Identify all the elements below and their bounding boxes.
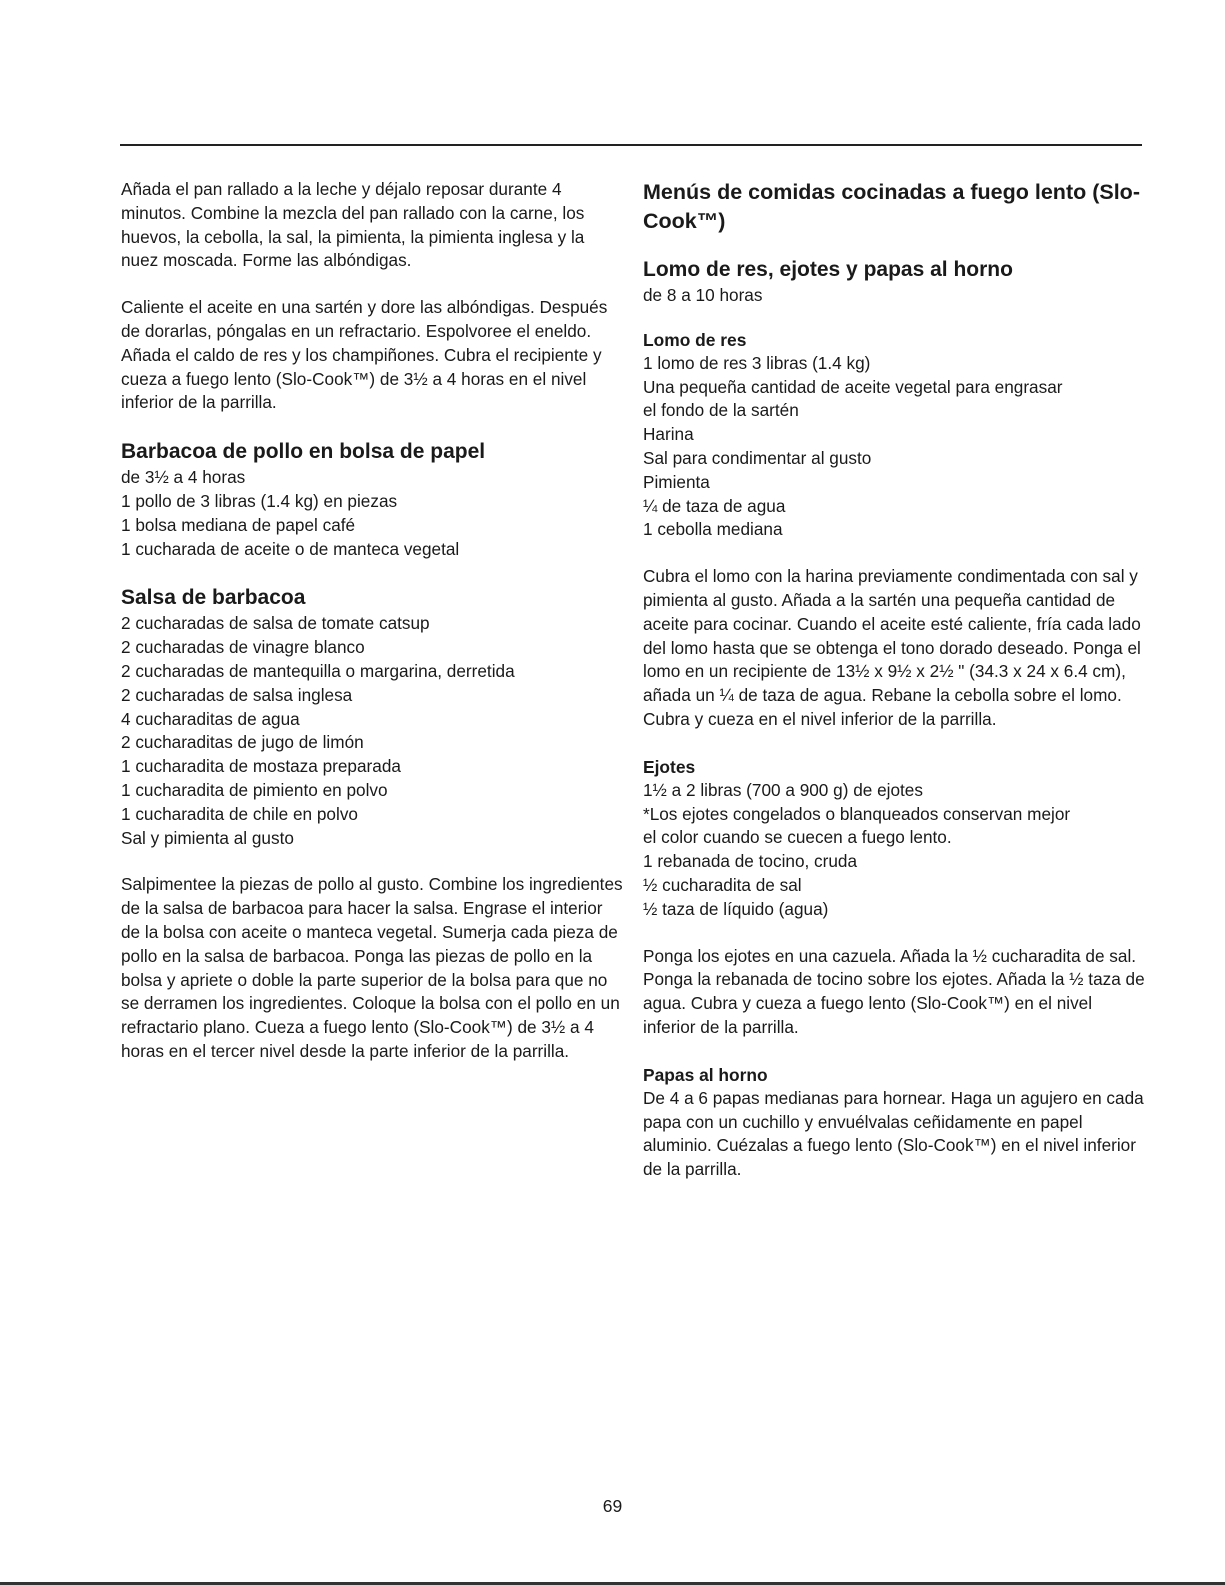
bbq-sauce-title: Salsa de barbacoa — [121, 586, 306, 610]
ejotes-ingredients — [643, 779, 1148, 922]
ingredient-line: 2 cucharadas de vinagre blanco — [121, 637, 365, 658]
ingredient-line: 1 lomo de res 3 libras (1.4 kg) — [643, 352, 871, 373]
ejotes-instructions: Ponga los ejotes en una cazuela. Añada la ½ cucharadita de sal. Ponga la rebanada de tocino sobre los ejotes. Añada la ½ taza de agua. Cubra y cueza a fuego lento (Slo-Cook™) en el nivel inferior de la parrilla. — [643, 945, 1145, 1037]
ingredient-line: Pimienta — [643, 471, 710, 492]
ingredient-line: 2 cucharadas de salsa inglesa — [121, 684, 353, 705]
lomo-instructions: Cubra el lomo con la harina previamente condimentada con sal y pimienta al gusto. Añada a la sartén una pequeña cantidad de aceite para cocinar. Cuando el aceite esté caliente, fría cada lado del lomo hasta que se obtenga el tono dorado deseado. Ponga el lomo en un recipiente de 13½ x 9½ x 2½ " (34.3 x 24 x 6.4 cm), añada un ¼ de taza de agua. Rebane la cebolla sobre el lomo. Cubra y cueza en el nivel inferior de la parrilla. — [643, 566, 1141, 729]
ingredient-line: *Los ejotes congelados o blanqueados conservan mejor — [643, 803, 1071, 824]
ingredient-line: Una pequeña cantidad de aceite vegetal para engrasar — [643, 376, 1063, 397]
ingredient-line: 2 cucharadas de mantequilla o margarina, derretida — [121, 660, 515, 681]
recipe-title: Lomo de res, ejotes y papas al horno — [643, 258, 1013, 281]
ingredient-line: 1 rebanada de tocino, cruda — [643, 851, 858, 872]
papas-instructions: De 4 a 6 papas medianas para hornear. Haga un agujero en cada papa con un cuchillo y envuélvalas ceñidamente en papel aluminio. Cuézalas a fuego lento (Slo-Cook™) en el nivel inferior de la parrilla. — [643, 1087, 1144, 1180]
ingredient-line: 1 cucharada de aceite o de manteca vegetal — [121, 538, 460, 559]
right-column — [643, 178, 1148, 1182]
ingredient-line: 1 bolsa mediana de papel café — [121, 514, 356, 535]
ingredient-line: Sal y pimienta al gusto — [121, 827, 294, 848]
ingredient-line: el fondo de la sartén — [643, 400, 799, 421]
bbq-chicken-title: Barbacoa de pollo en bolsa de papel — [121, 440, 486, 464]
lomo-title: Lomo de res — [643, 329, 747, 350]
bbq-sauce-ingredients — [121, 612, 626, 850]
recipe-time: de 8 a 10 horas — [643, 285, 763, 305]
ejotes-title: Ejotes — [643, 756, 696, 777]
bbq-instructions: Salpimentee la piezas de pollo al gusto. Combine los ingredientes de la salsa de barbacoa para hacer la salsa. Engrase el interior de la bolsa con aceite o manteca vegetal. Sumerja cada pieza de pollo en la salsa de barbacoa. Ponga las piezas de pollo en la bolsa y apriete o doble la parte superior de la bolsa para que no se derramen los ingredientes. Coloque la bolsa con el pollo en un refractario plano. Cueza a fuego lento (Slo-Cook™) de 3½ a 4 horas en el tercer nivel desde la parte inferior de la parrilla. — [121, 874, 623, 1061]
ingredient-line: el color cuando se cuecen a fuego lento. — [643, 827, 952, 848]
ingredient-line: 1 cucharadita de pimiento en polvo — [121, 779, 388, 800]
ingredient-line: 1 pollo de 3 libras (1.4 kg) en piezas — [121, 490, 398, 511]
bbq-chicken-ingredients — [121, 490, 626, 561]
ingredient-line: 4 cucharaditas de agua — [121, 708, 300, 729]
meatball-cooking-instructions: Caliente el aceite en una sartén y dore las albóndigas. Después de dorarlas, póngalas en un refractario. Espolvoree el eneldo. Añada el caldo de res y los champiñones. Cubra el recipiente y cueza a fuego lento (Slo-Cook™) de 3½ a 4 horas en el nivel inferior de la parrilla. — [121, 297, 608, 413]
ingredient-line: 1½ a 2 libras (700 a 900 g) de ejotes — [643, 779, 923, 800]
ingredient-line: 2 cucharaditas de jugo de limón — [121, 732, 364, 753]
lomo-ingredients — [643, 352, 1148, 542]
ingredient-line: ¼ de taza de agua — [643, 495, 786, 516]
menus-title: Menús de comidas cocinadas a fuego lento (Slo-Cook™) — [643, 180, 1140, 233]
ingredient-line: 1 cucharadita de mostaza preparada — [121, 756, 401, 777]
bbq-chicken-time: de 3½ a 4 horas — [121, 467, 246, 488]
ingredient-line: Sal para condimentar al gusto — [643, 447, 872, 468]
ingredient-line: 1 cebolla mediana — [643, 519, 783, 540]
ingredient-line: 1 cucharadita de chile en polvo — [121, 803, 358, 824]
ingredient-line: Harina — [643, 424, 694, 445]
left-column — [121, 178, 626, 1064]
page-number: 69 — [602, 1496, 623, 1516]
ingredient-line: ½ cucharadita de sal — [643, 874, 802, 895]
meatball-instructions: Añada el pan rallado a la leche y déjalo reposar durante 4 minutos. Combine la mezcla del pan rallado con la carne, los huevos, la cebolla, la sal, la pimienta, la pimienta inglesa y la nuez moscada. Forme las albóndigas. — [121, 179, 585, 271]
papas-title: Papas al horno — [643, 1064, 768, 1085]
top-rule — [120, 144, 1142, 146]
ingredient-line: ½ taza de líquido (agua) — [643, 898, 829, 919]
ingredient-line: 2 cucharadas de salsa de tomate catsup — [121, 613, 430, 634]
